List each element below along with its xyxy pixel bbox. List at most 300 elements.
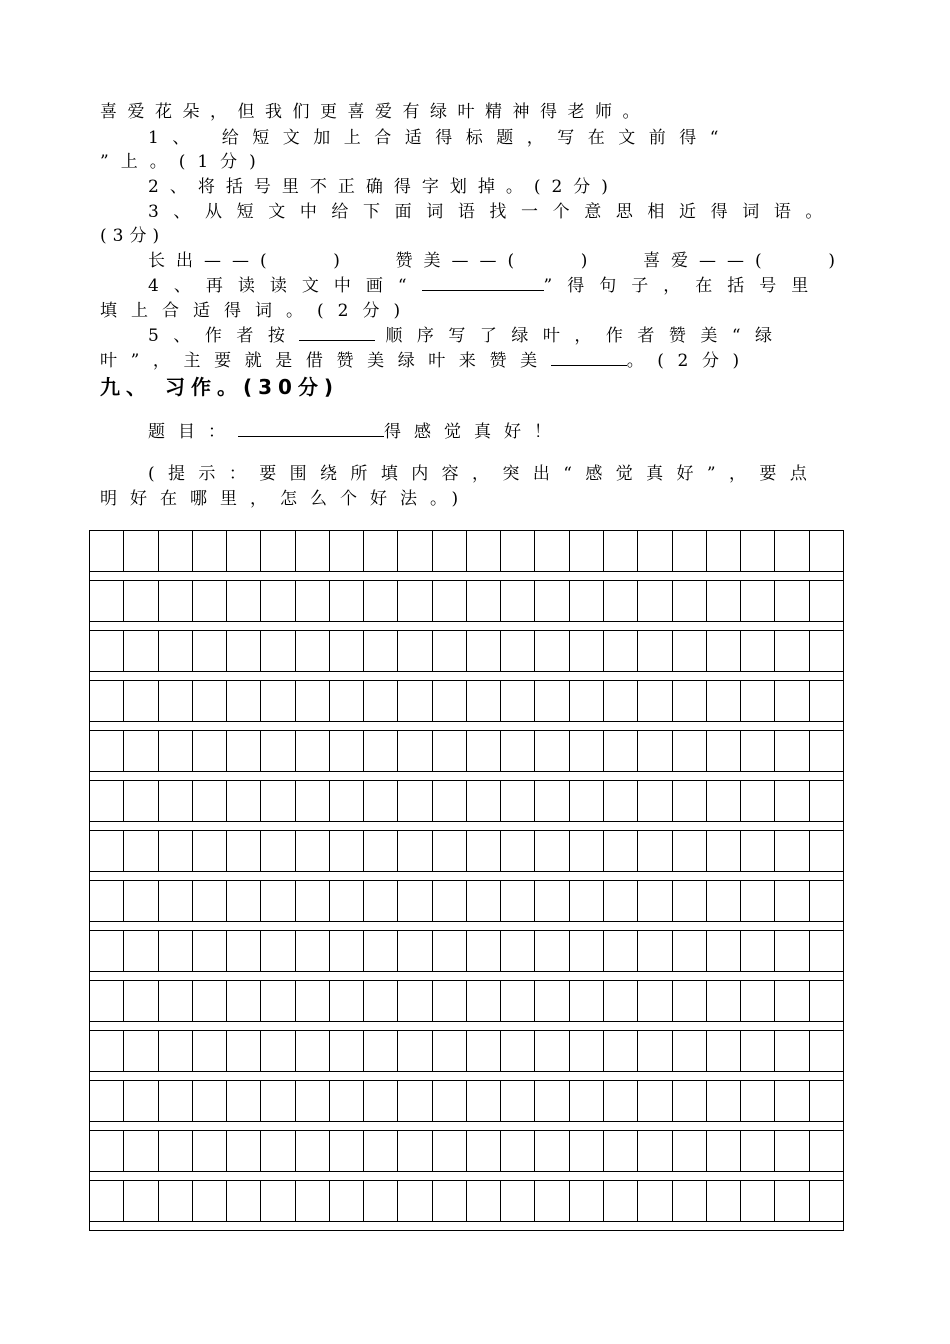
grid-cell[interactable] [741,1031,775,1071]
grid-cell[interactable] [775,531,809,571]
grid-cell[interactable] [707,931,741,971]
grid-cell[interactable] [535,1131,569,1171]
grid-cell[interactable] [810,781,843,821]
grid-cell[interactable] [124,531,158,571]
grid-cell[interactable] [227,531,261,571]
grid-cell[interactable] [227,631,261,671]
grid-cell[interactable] [296,881,330,921]
grid-cell[interactable] [741,831,775,871]
grid-cell[interactable] [296,981,330,1021]
grid-cell[interactable] [124,781,158,821]
grid-cell[interactable] [159,1081,193,1121]
grid-cell[interactable] [90,1131,124,1171]
grid-cell[interactable] [604,881,638,921]
grid-cell[interactable] [124,731,158,771]
grid-cell[interactable] [227,831,261,871]
grid-cell[interactable] [433,581,467,621]
grid-cell[interactable] [741,1181,775,1221]
grid-cell[interactable] [673,1031,707,1071]
grid-cell[interactable] [90,831,124,871]
grid-cell[interactable] [159,1031,193,1071]
grid-cell[interactable] [673,1181,707,1221]
grid-cell[interactable] [398,731,432,771]
grid-cell[interactable] [535,881,569,921]
grid-cell[interactable] [193,931,227,971]
grid-cell[interactable] [433,1181,467,1221]
grid-cell[interactable] [296,831,330,871]
grid-cell[interactable] [90,681,124,721]
grid-cell[interactable] [707,581,741,621]
grid-cell[interactable] [741,631,775,671]
grid-cell[interactable] [501,1181,535,1221]
grid-cell[interactable] [433,731,467,771]
grid-cell[interactable] [159,1131,193,1171]
grid-cell[interactable] [775,581,809,621]
grid-cell[interactable] [398,1031,432,1071]
grid-cell[interactable] [810,981,843,1021]
grid-cell[interactable] [775,781,809,821]
grid-cell[interactable] [330,631,364,671]
grid-cell[interactable] [775,831,809,871]
grid-cell[interactable] [193,981,227,1021]
grid-cell[interactable] [707,631,741,671]
grid-cell[interactable] [604,1131,638,1171]
grid-cell[interactable] [501,681,535,721]
grid-cell[interactable] [124,1181,158,1221]
grid-cell[interactable] [535,1031,569,1071]
grid-cell[interactable] [296,1131,330,1171]
grid-cell[interactable] [673,831,707,871]
grid-cell[interactable] [810,831,843,871]
grid-cell[interactable] [535,581,569,621]
grid-cell[interactable] [570,731,604,771]
grid-cell[interactable] [535,831,569,871]
grid-cell[interactable] [193,1081,227,1121]
grid-cell[interactable] [193,1031,227,1071]
grid-cell[interactable] [467,931,501,971]
grid-cell[interactable] [673,681,707,721]
grid-cell[interactable] [433,781,467,821]
grid-cell[interactable] [570,1031,604,1071]
grid-cell[interactable] [707,831,741,871]
grid-cell[interactable] [604,1031,638,1071]
grid-cell[interactable] [467,1181,501,1221]
grid-cell[interactable] [810,531,843,571]
grid-cell[interactable] [673,931,707,971]
grid-cell[interactable] [570,981,604,1021]
grid-cell[interactable] [398,531,432,571]
grid-cell[interactable] [159,881,193,921]
grid-cell[interactable] [673,731,707,771]
grid-cell[interactable] [775,1081,809,1121]
grid-cell[interactable] [433,981,467,1021]
grid-cell[interactable] [398,831,432,871]
grid-cell[interactable] [741,981,775,1021]
grid-cell[interactable] [501,1081,535,1121]
grid-cell[interactable] [467,1131,501,1171]
grid-cell[interactable] [296,781,330,821]
grid-cell[interactable] [775,1031,809,1071]
grid-cell[interactable] [467,881,501,921]
grid-cell[interactable] [604,781,638,821]
grid-cell[interactable] [296,931,330,971]
grid-cell[interactable] [535,681,569,721]
grid-cell[interactable] [501,581,535,621]
grid-cell[interactable] [604,931,638,971]
grid-cell[interactable] [433,1081,467,1121]
grid-cell[interactable] [433,831,467,871]
grid-cell[interactable] [638,681,672,721]
grid-cell[interactable] [707,1031,741,1071]
grid-cell[interactable] [501,981,535,1021]
grid-cell[interactable] [707,781,741,821]
grid-cell[interactable] [673,631,707,671]
grid-cell[interactable] [159,781,193,821]
grid-cell[interactable] [261,681,295,721]
grid-cell[interactable] [810,731,843,771]
grid-cell[interactable] [364,931,398,971]
grid-cell[interactable] [570,681,604,721]
grid-cell[interactable] [535,1081,569,1121]
grid-cell[interactable] [570,531,604,571]
grid-cell[interactable] [433,681,467,721]
grid-cell[interactable] [570,781,604,821]
grid-cell[interactable] [124,881,158,921]
grid-cell[interactable] [124,631,158,671]
grid-cell[interactable] [330,531,364,571]
grid-cell[interactable] [330,1181,364,1221]
grid-cell[interactable] [364,1131,398,1171]
grid-cell[interactable] [741,681,775,721]
grid-cell[interactable] [261,831,295,871]
grid-cell[interactable] [775,931,809,971]
grid-cell[interactable] [604,681,638,721]
grid-cell[interactable] [604,581,638,621]
grid-cell[interactable] [604,631,638,671]
grid-cell[interactable] [638,1181,672,1221]
grid-cell[interactable] [398,581,432,621]
grid-cell[interactable] [398,931,432,971]
grid-cell[interactable] [90,1181,124,1221]
grid-cell[interactable] [673,531,707,571]
grid-cell[interactable] [570,881,604,921]
grid-cell[interactable] [810,631,843,671]
grid-cell[interactable] [775,631,809,671]
grid-cell[interactable] [261,931,295,971]
grid-cell[interactable] [398,681,432,721]
grid-cell[interactable] [90,781,124,821]
grid-cell[interactable] [330,731,364,771]
grid-cell[interactable] [90,731,124,771]
grid-cell[interactable] [398,981,432,1021]
grid-cell[interactable] [501,831,535,871]
grid-cell[interactable] [90,981,124,1021]
grid-cell[interactable] [638,1031,672,1071]
grid-cell[interactable] [261,981,295,1021]
grid-cell[interactable] [227,1131,261,1171]
grid-cell[interactable] [638,981,672,1021]
grid-cell[interactable] [330,1131,364,1171]
grid-cell[interactable] [433,881,467,921]
grid-cell[interactable] [261,731,295,771]
grid-cell[interactable] [124,981,158,1021]
grid-cell[interactable] [90,931,124,971]
grid-cell[interactable] [296,531,330,571]
grid-cell[interactable] [775,1131,809,1171]
grid-cell[interactable] [261,531,295,571]
grid-cell[interactable] [90,1031,124,1071]
grid-cell[interactable] [90,881,124,921]
grid-cell[interactable] [741,881,775,921]
grid-cell[interactable] [193,781,227,821]
grid-cell[interactable] [296,681,330,721]
grid-cell[interactable] [193,681,227,721]
writing-grid[interactable] [89,530,844,1231]
grid-cell[interactable] [261,581,295,621]
grid-cell[interactable] [775,881,809,921]
grid-cell[interactable] [535,531,569,571]
grid-cell[interactable] [604,531,638,571]
grid-cell[interactable] [501,531,535,571]
grid-cell[interactable] [364,531,398,571]
grid-cell[interactable] [433,631,467,671]
grid-cell[interactable] [775,731,809,771]
grid-cell[interactable] [433,931,467,971]
grid-cell[interactable] [364,831,398,871]
grid-cell[interactable] [570,1181,604,1221]
grid-cell[interactable] [810,1131,843,1171]
grid-cell[interactable] [330,831,364,871]
grid-cell[interactable] [741,581,775,621]
grid-cell[interactable] [227,781,261,821]
grid-cell[interactable] [535,1181,569,1221]
grid-cell[interactable] [193,631,227,671]
grid-cell[interactable] [810,881,843,921]
grid-cell[interactable] [673,781,707,821]
grid-cell[interactable] [741,531,775,571]
grid-cell[interactable] [296,631,330,671]
grid-cell[interactable] [810,1031,843,1071]
grid-cell[interactable] [261,1181,295,1221]
grid-cell[interactable] [296,731,330,771]
grid-cell[interactable] [535,981,569,1021]
grid-cell[interactable] [193,831,227,871]
grid-cell[interactable] [501,781,535,821]
grid-cell[interactable] [364,581,398,621]
grid-cell[interactable] [638,531,672,571]
grid-cell[interactable] [330,881,364,921]
grid-cell[interactable] [124,931,158,971]
grid-cell[interactable] [227,1031,261,1071]
grid-cell[interactable] [775,981,809,1021]
grid-cell[interactable] [535,931,569,971]
grid-cell[interactable] [227,1181,261,1221]
grid-cell[interactable] [467,1031,501,1071]
grid-cell[interactable] [570,1131,604,1171]
grid-cell[interactable] [364,781,398,821]
grid-cell[interactable] [364,981,398,1021]
grid-cell[interactable] [467,981,501,1021]
grid-cell[interactable] [90,1081,124,1121]
grid-cell[interactable] [570,631,604,671]
grid-cell[interactable] [741,931,775,971]
grid-cell[interactable] [193,581,227,621]
grid-cell[interactable] [90,581,124,621]
grid-cell[interactable] [364,631,398,671]
grid-cell[interactable] [638,581,672,621]
grid-cell[interactable] [398,781,432,821]
grid-cell[interactable] [467,1081,501,1121]
grid-cell[interactable] [467,781,501,821]
grid-cell[interactable] [467,631,501,671]
grid-cell[interactable] [707,1131,741,1171]
grid-cell[interactable] [261,781,295,821]
grid-cell[interactable] [159,531,193,571]
grid-cell[interactable] [467,681,501,721]
grid-cell[interactable] [398,1081,432,1121]
grid-cell[interactable] [741,731,775,771]
grid-cell[interactable] [741,1131,775,1171]
grid-cell[interactable] [501,631,535,671]
grid-cell[interactable] [159,931,193,971]
grid-cell[interactable] [330,781,364,821]
grid-cell[interactable] [124,1131,158,1171]
grid-cell[interactable] [707,731,741,771]
grid-cell[interactable] [159,831,193,871]
grid-cell[interactable] [193,531,227,571]
grid-cell[interactable] [707,1181,741,1221]
grid-cell[interactable] [433,1031,467,1071]
grid-cell[interactable] [638,731,672,771]
grid-cell[interactable] [398,631,432,671]
grid-cell[interactable] [364,681,398,721]
grid-cell[interactable] [261,881,295,921]
grid-cell[interactable] [638,781,672,821]
grid-cell[interactable] [261,1031,295,1071]
grid-cell[interactable] [467,581,501,621]
grid-cell[interactable] [604,1181,638,1221]
grid-cell[interactable] [296,1081,330,1121]
grid-cell[interactable] [90,531,124,571]
grid-cell[interactable] [193,881,227,921]
grid-cell[interactable] [364,731,398,771]
grid-cell[interactable] [741,781,775,821]
grid-cell[interactable] [673,1131,707,1171]
grid-cell[interactable] [159,731,193,771]
grid-cell[interactable] [227,881,261,921]
grid-cell[interactable] [638,1131,672,1171]
grid-cell[interactable] [604,731,638,771]
grid-cell[interactable] [638,931,672,971]
grid-cell[interactable] [398,1181,432,1221]
grid-cell[interactable] [673,981,707,1021]
grid-cell[interactable] [227,981,261,1021]
grid-cell[interactable] [193,1131,227,1171]
grid-cell[interactable] [638,831,672,871]
grid-cell[interactable] [570,831,604,871]
grid-cell[interactable] [227,1081,261,1121]
grid-cell[interactable] [227,581,261,621]
grid-cell[interactable] [330,931,364,971]
grid-cell[interactable] [227,731,261,771]
grid-cell[interactable] [159,681,193,721]
grid-cell[interactable] [227,931,261,971]
grid-cell[interactable] [501,1131,535,1171]
grid-cell[interactable] [159,581,193,621]
grid-cell[interactable] [467,831,501,871]
grid-cell[interactable] [159,981,193,1021]
grid-cell[interactable] [673,881,707,921]
grid-cell[interactable] [707,1081,741,1121]
grid-cell[interactable] [775,1181,809,1221]
grid-cell[interactable] [467,731,501,771]
grid-cell[interactable] [124,1031,158,1071]
grid-cell[interactable] [364,1031,398,1071]
grid-cell[interactable] [707,531,741,571]
grid-cell[interactable] [570,1081,604,1121]
grid-cell[interactable] [159,631,193,671]
grid-cell[interactable] [707,981,741,1021]
grid-cell[interactable] [604,831,638,871]
grid-cell[interactable] [535,731,569,771]
grid-cell[interactable] [810,681,843,721]
grid-cell[interactable] [638,631,672,671]
grid-cell[interactable] [535,781,569,821]
grid-cell[interactable] [261,631,295,671]
grid-cell[interactable] [501,731,535,771]
grid-cell[interactable] [810,1081,843,1121]
grid-cell[interactable] [707,881,741,921]
grid-cell[interactable] [330,1081,364,1121]
grid-cell[interactable] [227,681,261,721]
grid-cell[interactable] [398,1131,432,1171]
grid-cell[interactable] [296,581,330,621]
grid-cell[interactable] [673,581,707,621]
grid-cell[interactable] [90,631,124,671]
grid-cell[interactable] [330,981,364,1021]
grid-cell[interactable] [296,1031,330,1071]
grid-cell[interactable] [193,731,227,771]
grid-cell[interactable] [364,881,398,921]
grid-cell[interactable] [673,1081,707,1121]
grid-cell[interactable] [570,581,604,621]
grid-cell[interactable] [433,531,467,571]
grid-cell[interactable] [810,1181,843,1221]
grid-cell[interactable] [159,1181,193,1221]
grid-cell[interactable] [810,931,843,971]
grid-cell[interactable] [638,881,672,921]
grid-cell[interactable] [124,1081,158,1121]
grid-cell[interactable] [604,981,638,1021]
grid-cell[interactable] [124,681,158,721]
grid-cell[interactable] [775,681,809,721]
grid-cell[interactable] [124,581,158,621]
grid-cell[interactable] [535,631,569,671]
grid-cell[interactable] [604,1081,638,1121]
grid-cell[interactable] [330,581,364,621]
grid-cell[interactable] [364,1181,398,1221]
grid-cell[interactable] [296,1181,330,1221]
grid-cell[interactable] [261,1081,295,1121]
grid-cell[interactable] [707,681,741,721]
grid-cell[interactable] [398,881,432,921]
grid-cell[interactable] [261,1131,295,1171]
grid-cell[interactable] [467,531,501,571]
grid-cell[interactable] [741,1081,775,1121]
grid-cell[interactable] [330,1031,364,1071]
grid-cell[interactable] [501,931,535,971]
grid-cell[interactable] [638,1081,672,1121]
